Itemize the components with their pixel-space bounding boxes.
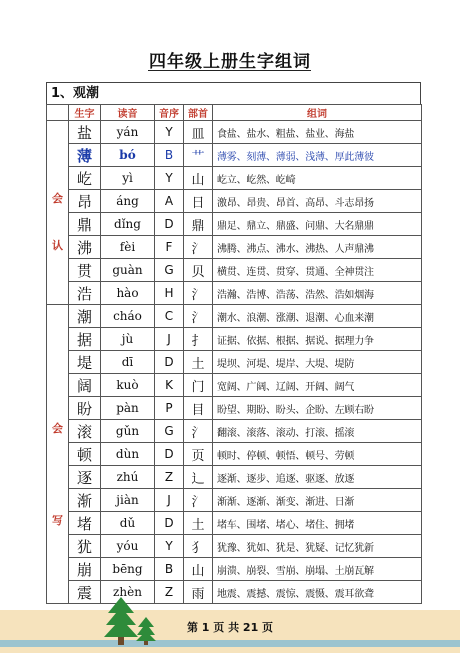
index-cell: D bbox=[155, 351, 184, 374]
pinyin-cell: bēng bbox=[101, 558, 155, 581]
radical-cell: 山 bbox=[184, 558, 213, 581]
table-row bbox=[47, 558, 422, 581]
index-cell: D bbox=[155, 443, 184, 466]
radical-cell: 土 bbox=[184, 351, 213, 374]
index-cell: B bbox=[155, 144, 184, 167]
index-cell: J bbox=[155, 328, 184, 351]
table-row bbox=[47, 213, 422, 236]
radical-cell: 雨 bbox=[184, 581, 213, 604]
page-number: 第 1 页 共 21 页 bbox=[186, 621, 274, 634]
char-cell: 昂 bbox=[69, 190, 101, 213]
index-cell: Y bbox=[155, 167, 184, 190]
words-cell: 潮水、浪潮、涨潮、退潮、心血来潮 bbox=[213, 305, 422, 328]
table-row bbox=[47, 466, 422, 489]
words-cell: 地震、震撼、震惊、震慑、震耳欲聋 bbox=[213, 581, 422, 604]
table-row bbox=[47, 121, 422, 144]
char-cell: 据 bbox=[69, 328, 101, 351]
header-radical: 部首 bbox=[184, 105, 213, 121]
words-cell: 薄雾、刻薄、薄弱、浅薄、厚此薄彼 bbox=[213, 144, 422, 167]
words-cell: 宽阔、广阔、辽阔、开阔、阔气 bbox=[213, 374, 422, 397]
pinyin-cell: yán bbox=[101, 121, 155, 144]
table-row bbox=[47, 351, 422, 374]
index-cell: H bbox=[155, 282, 184, 305]
char-cell: 盐 bbox=[69, 121, 101, 144]
pinyin-cell: áng bbox=[101, 190, 155, 213]
pinyin-cell: kuò bbox=[101, 374, 155, 397]
index-cell: D bbox=[155, 512, 184, 535]
header-index: 音序 bbox=[155, 105, 184, 121]
table-row bbox=[47, 305, 422, 328]
words-cell: 沸腾、沸点、沸水、沸热、人声鼎沸 bbox=[213, 236, 422, 259]
footer-strip bbox=[0, 640, 460, 647]
char-cell: 盼 bbox=[69, 397, 101, 420]
table-row bbox=[47, 581, 422, 604]
index-cell: Z bbox=[155, 466, 184, 489]
char-cell: 顿 bbox=[69, 443, 101, 466]
table-row bbox=[47, 236, 422, 259]
table-row bbox=[47, 535, 422, 558]
radical-cell: 土 bbox=[184, 512, 213, 535]
header-words: 组词 bbox=[213, 105, 422, 121]
words-cell: 证据、依据、根据、据说、据理力争 bbox=[213, 328, 422, 351]
table-row bbox=[47, 489, 422, 512]
index-cell: C bbox=[155, 305, 184, 328]
words-cell: 渐渐、逐渐、渐变、渐进、日渐 bbox=[213, 489, 422, 512]
index-cell: G bbox=[155, 420, 184, 443]
words-cell: 激昂、昂贵、昂首、高昂、斗志昂扬 bbox=[213, 190, 422, 213]
header-pinyin: 读音 bbox=[101, 105, 155, 121]
index-cell: P bbox=[155, 397, 184, 420]
radical-cell: 山 bbox=[184, 167, 213, 190]
char-cell: 屹 bbox=[69, 167, 101, 190]
index-cell: K bbox=[155, 374, 184, 397]
words-cell: 堵车、围堵、堵心、堵住、拥堵 bbox=[213, 512, 422, 535]
group-label-top: 会 bbox=[52, 421, 63, 435]
table-row bbox=[47, 328, 422, 351]
char-cell: 沸 bbox=[69, 236, 101, 259]
index-cell: Z bbox=[155, 581, 184, 604]
pinyin-cell: yóu bbox=[101, 535, 155, 558]
words-cell: 崩溃、崩裂、雪崩、崩塌、土崩瓦解 bbox=[213, 558, 422, 581]
table-row bbox=[47, 144, 422, 167]
header-char: 生字 bbox=[69, 105, 101, 121]
pinyin-cell: zhèn bbox=[101, 581, 155, 604]
words-cell: 顿时、停顿、顿悟、顿号、劳顿 bbox=[213, 443, 422, 466]
radical-cell: 日 bbox=[184, 190, 213, 213]
words-cell: 盼望、期盼、盼头、企盼、左顾右盼 bbox=[213, 397, 422, 420]
table-row bbox=[47, 259, 422, 282]
radical-cell: 氵 bbox=[184, 305, 213, 328]
radical-cell: 艹 bbox=[184, 144, 213, 167]
radical-cell: 氵 bbox=[184, 282, 213, 305]
words-cell: 鼎足、鼎立、鼎盛、问鼎、大名鼎鼎 bbox=[213, 213, 422, 236]
radical-cell: 鼎 bbox=[184, 213, 213, 236]
pinyin-cell: cháo bbox=[101, 305, 155, 328]
radical-cell: 氵 bbox=[184, 420, 213, 443]
radical-cell: 氵 bbox=[184, 236, 213, 259]
char-cell: 崩 bbox=[69, 558, 101, 581]
char-cell: 薄 bbox=[69, 144, 101, 167]
pinyin-cell: dǐng bbox=[101, 213, 155, 236]
pinyin-cell: jiàn bbox=[101, 489, 155, 512]
pinyin-cell: dùn bbox=[101, 443, 155, 466]
index-cell: Y bbox=[155, 535, 184, 558]
char-cell: 阔 bbox=[69, 374, 101, 397]
title-underline bbox=[148, 70, 311, 71]
radical-cell: 贝 bbox=[184, 259, 213, 282]
section-heading: 1、观潮 bbox=[46, 82, 421, 104]
table-row bbox=[47, 512, 422, 535]
radical-cell: 皿 bbox=[184, 121, 213, 144]
radical-cell: 犭 bbox=[184, 535, 213, 558]
table-row bbox=[47, 443, 422, 466]
table-row bbox=[47, 397, 422, 420]
pinyin-cell: gǔn bbox=[101, 420, 155, 443]
pinyin-cell: dī bbox=[101, 351, 155, 374]
words-cell: 横贯、连贯、贯穿、贯通、全神贯注 bbox=[213, 259, 422, 282]
group-label-bottom: 认 bbox=[52, 238, 63, 252]
char-cell: 滚 bbox=[69, 420, 101, 443]
table-row bbox=[47, 167, 422, 190]
pinyin-cell: fèi bbox=[101, 236, 155, 259]
words-cell: 浩瀚、浩博、浩荡、浩然、浩如烟海 bbox=[213, 282, 422, 305]
radical-cell: 目 bbox=[184, 397, 213, 420]
radical-cell: 门 bbox=[184, 374, 213, 397]
vocab-table bbox=[46, 104, 422, 604]
char-cell: 堤 bbox=[69, 351, 101, 374]
words-cell: 逐渐、逐步、追逐、驱逐、放逐 bbox=[213, 466, 422, 489]
pinyin-cell: hào bbox=[101, 282, 155, 305]
radical-cell: 辶 bbox=[184, 466, 213, 489]
pinyin-cell: zhú bbox=[101, 466, 155, 489]
pinyin-cell: jù bbox=[101, 328, 155, 351]
index-cell: A bbox=[155, 190, 184, 213]
words-cell: 翻滚、滚落、滚动、打滚、摇滚 bbox=[213, 420, 422, 443]
table-row bbox=[47, 190, 422, 213]
char-cell: 鼎 bbox=[69, 213, 101, 236]
pinyin-cell: guàn bbox=[101, 259, 155, 282]
index-cell: Y bbox=[155, 121, 184, 144]
char-cell: 犹 bbox=[69, 535, 101, 558]
char-cell: 潮 bbox=[69, 305, 101, 328]
group-label-top: 会 bbox=[52, 192, 63, 206]
pinyin-cell: bó bbox=[101, 144, 155, 167]
words-cell: 犹豫、犹如、犹是、犹疑、记忆犹新 bbox=[213, 535, 422, 558]
index-cell: D bbox=[155, 213, 184, 236]
char-cell: 逐 bbox=[69, 466, 101, 489]
words-cell: 食盐、盐水、粗盐、盐业、海盐 bbox=[213, 121, 422, 144]
header-group-spacer bbox=[47, 105, 69, 121]
char-cell: 贯 bbox=[69, 259, 101, 282]
pinyin-cell: dǔ bbox=[101, 512, 155, 535]
char-cell: 渐 bbox=[69, 489, 101, 512]
index-cell: F bbox=[155, 236, 184, 259]
group-label-bottom: 写 bbox=[52, 514, 63, 527]
pinyin-cell: yì bbox=[101, 167, 155, 190]
page-title: 四年级上册生字组词 bbox=[149, 52, 311, 72]
words-cell: 屹立、屹然、屹崎 bbox=[213, 167, 422, 190]
radical-cell: 页 bbox=[184, 443, 213, 466]
index-cell: B bbox=[155, 558, 184, 581]
table-row bbox=[47, 420, 422, 443]
char-cell: 浩 bbox=[69, 282, 101, 305]
table-row bbox=[47, 282, 422, 305]
char-cell: 震 bbox=[69, 581, 101, 604]
table-row bbox=[47, 374, 422, 397]
index-cell: G bbox=[155, 259, 184, 282]
char-cell: 堵 bbox=[69, 512, 101, 535]
group-label-recognize bbox=[47, 121, 69, 305]
index-cell: J bbox=[155, 489, 184, 512]
group-label-write bbox=[47, 305, 69, 604]
radical-cell: 扌 bbox=[184, 328, 213, 351]
radical-cell: 氵 bbox=[184, 489, 213, 512]
words-cell: 堤坝、河堤、堤岸、大堤、堤防 bbox=[213, 351, 422, 374]
pinyin-cell: pàn bbox=[101, 397, 155, 420]
table-header-row bbox=[47, 105, 422, 121]
